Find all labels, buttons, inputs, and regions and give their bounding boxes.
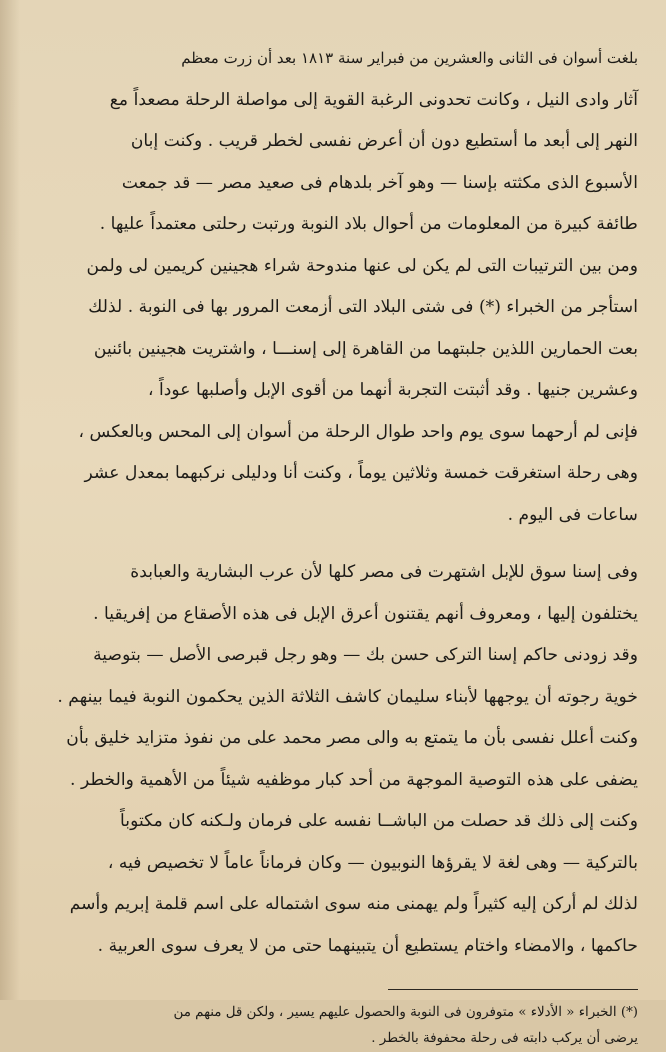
text-line: وفى إسنا سوق للإبل اشتهرت فى مصر كلها لأن عرب البشارية والعبابدة [130,562,638,582]
text-line: طائفة كبيرة من المعلومات من أحوال بلاد النوبة ورتبت رحلتى معتمداً عليها . [99,214,638,234]
text-line: وكنت إلى ذلك قد حصلت من الباشــا نفسه على فرمان ولـكنه كان مكتوباً [120,811,638,831]
text-line: النهر إلى أبعد ما أستطيع دون أن أعرض نفسى لخطر قريب . وكنت إبان [130,131,638,151]
text-line: وهى رحلة استغرقت خمسة وثلاثين يوماً ، وكنت أنا ودليلى نركبهما بمعدل عشر [84,463,638,483]
text-line: استأجر من الخبراء (*) فى شتى البلاد التى أزمعت المرور بها فى النوبة . لذلك [88,297,638,317]
text-line: وعشرين جنيها . وقد أثبتت التجربة أنهما من أقوى الإبل وأصلبها عوداً ، [147,380,638,400]
text-line: ومن بين الترتيبات التى لم يكن لى عنها مندوحة شراء هجينين كريمين لى ولمن [86,255,638,276]
text-line: بعت الحمارين اللذين جلبتهما من القاهرة إلى إسنـــا ، واشتريت هجينين بائنين [93,338,638,359]
text-line: بلغت أسوان فى الثانى والعشرين من فبراير سنة ١٨١٣ بعد أن زرت معظم [181,49,638,67]
text-line: وقد زودنى حاكم إسنا التركى حسن بك — وهو رجل قبرصى الأصل — بتوصية [93,645,638,665]
text-line: لذلك لم أركن إليه كثيراً ولم يهمنى منه سوى اشتماله على اسم قلمة إبريم وأسم [69,894,638,914]
paragraph-gap [34,536,638,552]
text-line: فإنى لم أرحهما سوى يوم واحد طوال الرحلة من أسوان إلى المحس وبالعكس ، [78,421,638,442]
text-line: بالتركية — وهى لغة لا يقرؤها النوبيون — وكان فرماناً عاماً لا تخصيص فيه ، [107,852,638,873]
text-line: يضفى على هذه التوصية الموجهة من أحد كبار موظفيه شيئاً من الأهمية والخطر . [70,769,638,790]
footnote [34,1000,638,1052]
text-line: آثار وادى النيل ، وكانت تحدونى الرغبة القوية إلى مواصلة الرحلة مصعداً مع [109,89,638,110]
paragraph-1 [34,38,638,536]
footnote-separator [388,989,638,990]
footnote-line: (*) الخبراء « الأدلاء » متوفرون فى النوبة والحصول عليهم يسير ، ولكن قل منهم من [173,1005,638,1021]
text-line: حاكمها ، والامضاء واختام يستطيع أن يتبينهما حتى من لا يعرف سوى العربية . [97,935,638,956]
paragraph-2 [34,552,638,967]
text-line: يختلفون إليها ، ومعروف أنهم يقتنون أعرق الإبل فى هذه الأصقاع من إفريقيا . [93,603,638,624]
text-line: الأسبوع الذى مكثته بإسنا — وهو آخر بلدهام فى صعيد مصر — قد جمعت [121,172,638,193]
text-line: خوية رجوته أن يوجهها لأبناء سليمان كاشف الثلاثة الذين يحكمون النوبة فيما بينهم . [57,686,638,707]
text-line: وكنت أعلل نفسى بأن ما يتمتع به والى مصر محمد على من نفوذ متزايد خليق بأن [66,728,638,748]
page-gutter-shadow [0,0,20,1000]
footnote-line: يرضى أن يركب دابته فى رحلة محفوفة بالخطر . [371,1031,638,1047]
text-line: ساعات فى اليوم . [507,504,638,525]
